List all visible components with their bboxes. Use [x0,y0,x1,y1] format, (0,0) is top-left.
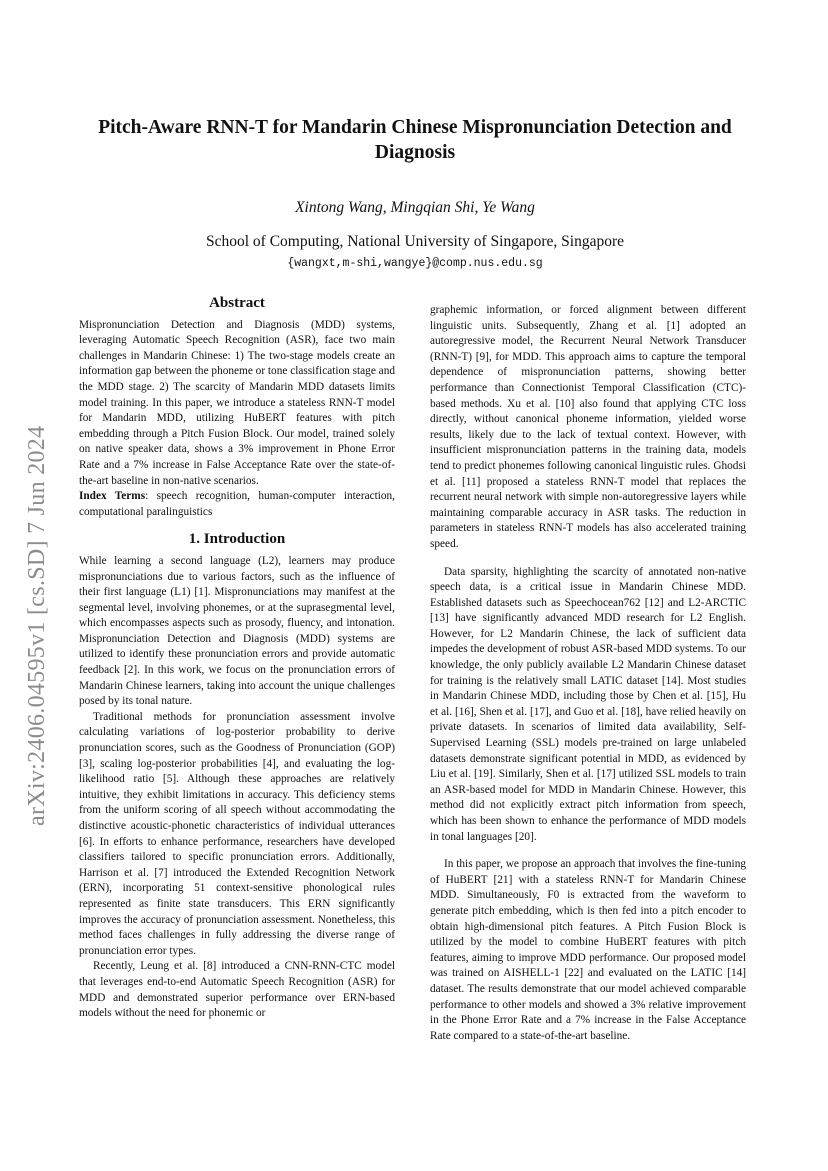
index-terms-label: Index Terms [79,490,146,503]
index-terms-text: : speech recognition, human-computer interaction, computational paralinguistics [79,490,396,518]
paper-email: {wangxt,m-shi,wangye}@comp.nus.edu.sg [287,257,543,270]
intro-paragraph-3-continued: graphemic information, or forced alignment between different linguistic units. Subsequently, Zhang et al. [1] adopted an autoregressive model, the Recurrent Neural Network Transducer (RNN-T) [9], for MDD. This approach aims to capture the temporal dependence of mispronunciation patterns, showing better performance than Connectionist Temporal Classification (CTC)-based methods. Xu et al. [10] also found that applying CTC loss directly, without canonical phoneme information, yielded worse results, likely due to the lack of textual context. However, with insufficient mispronunciation patterns in the training data, models tend to predict phonemes following canonical linguistic rules. Ghodsi et al. [11] proposed a stateless RNN-T model that replaces the recurrent neural network with simple non-autoregressive layers while maintaining comparable accuracy in ASR tasks. The reduction in parameters in stateless RNN-T models has also accelerated training speed. [430,304,746,550]
intro-paragraph-1: While learning a second language (L2), learners may produce mispronunciations due to various factors, such as the influence of their first language (L1) [1]. Mispronunciations may manifest at the segmental level, involving phonemes, or at the suprasegmental level, which encompasses aspects such as prosody, fluency, and intonation. Mispronunciation Detection and Diagnosis (MDD) systems are utilized to identify these pronunciation errors and provide automatic feedback [2]. In this work, we focus on the pronunciation errors of Mandarin Chinese learners, taking into account the unique challenges posed by its tonal nature. [79,554,395,708]
left-column [79,296,395,1022]
intro-paragraph-5: In this paper, we propose an approach that involves the fine-tuning of HuBERT [21] with a stateless RNN-T for Mandarin Chinese MDD. Simultaneously, F0 is extracted from the waveform to generate pitch embedding, which is then fed into a pitch encoder to obtain high-dimensional pitch features. A Pitch Fusion Block is utilized by the model to combine HuBERT features with pitch features, aiming to improve MDD performance. Our proposed model was trained on AISHELL-1 [22] and evaluated on the LATIC [14] dataset. The results demonstrate that our model achieved comparable performance to other models and showed a 3% relative improvement in the Phone Error Rate and a 7% increase in the False Acceptance Rate compared to a state-of-the-art baseline. [430,858,746,1042]
paper-authors: Xintong Wang, Mingqian Shi, Ye Wang [295,199,535,216]
intro-paragraph-2: Traditional methods for pronunciation assessment involve calculating variations of log-posterior probability to derive pronunciation scores, such as the Goodness of Pronunciation (GOP) [3], scaling log-posterior probabilities [4], and evaluating the log-likelihood ratio [5]. Although these approaches are relatively intuitive, they exhibit limitations in accuracy. This deficiency stems from the uniform scoring of all speech without accommodating the distinctive acoustic-phonetic characteristics of individual utterances [6]. In efforts to enhance performance, researchers have developed classifiers tailored to specific pronunciation errors. Additionally, Harrison et al. [7] introduced the Extended Recognition Network (ERN), incorporating 51 context-sensitive phonological rules represented as finite state transducers. This ERN significantly improves the accuracy of pronunciation assessment. Nonetheless, this method faces challenges in fully addressing the diverse range of pronunciation error types. [79,710,395,957]
paper-affiliation: School of Computing, National University of Singapore, Singapore [205,233,624,250]
intro-paragraph-4: Data sparsity, highlighting the scarcity of annotated non-native speech data, is a critical issue in Mandarin Chinese MDD. Established datasets such as Speechocean762 [12] and L2-ARCTIC [13] have significantly advanced MDD research for L2 English. However, for L2 Mandarin Chinese, the lack of sufficient data impedes the development of robust ASR-based MDD systems. To our knowledge, the only publicly available L2 Mandarin Chinese dataset for training is the relatively small LATIC dataset [14]. Most studies in Mandarin Chinese MDD, including those by Chen et al. [15], Hu et al. [16], Shen et al. [17], and Guo et al. [18], have relied heavily on private datasets. In scenarios of limited data availability, Self-Supervised Learning (SSL) models pre-trained on large unlabeled datasets demonstrate significant potential in MDD, as evidenced by Liu et al. [19]. Similarly, Shen et al. [17] utilized SSL models to train an ASR-based model for MDD in Mandarin Chinese. However, this method did not explicitly extract pitch information from speech, which has been shown to enhance the performance of MDD models in tonal languages [20]. [430,565,746,843]
abstract-heading: Abstract [209,295,265,311]
abstract-text: Mispronunciation Detection and Diagnosis (MDD) systems, leveraging Automatic Speech Recognition (ASR), face two main challenges in Mandarin Chinese: 1) The two-stage models create an information gap between the phoneme or tone classification stage and the MDD stage. 2) The scarcity of Mandarin MDD datasets limits model training. In this paper, we introduce a stateless RNN-T model for Mandarin MDD, utilizing HuBERT features with pitch embedding through a Pitch Fusion Block. Our model, trained solely on native speaker data, shows a 3% improvement in Phone Error Rate and a 7% increase in False Acceptance Rate over the state-of-the-art baseline in non-native scenarios. [79,318,395,487]
intro-paragraph-3: Recently, Leung et al. [8] introduced a CNN-RNN-CTC model that leverages end-to-end Automatic Speech Recognition (ASR) for MDD and demonstrated superior performance over ERN-based models without the need for phonemic or [79,960,395,1020]
right-column [430,303,746,1044]
intro-heading: 1. Introduction [188,531,286,548]
paper-title: Pitch-Aware RNN-T for Mandarin Chinese Mispronunciation Detection and Diagnosis [98,117,732,163]
arxiv-stamp: arXiv:2406.04595v1 [cs.SD] 7 Jun 2024 [24,425,50,826]
index-terms [79,489,395,520]
